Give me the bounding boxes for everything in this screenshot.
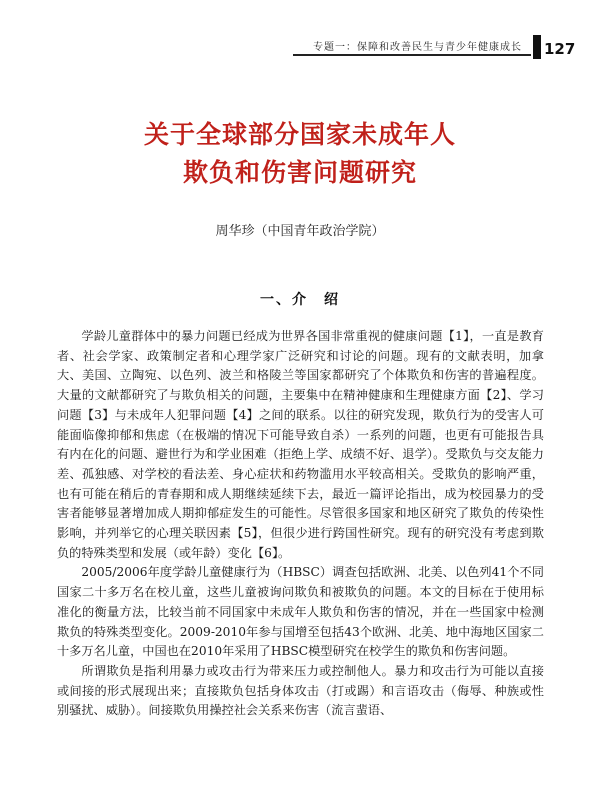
paragraph-3: 所谓欺负是指利用暴力或攻击行为带来压力或控制他人。暴力和攻击行为可能以直接或间接的形式展现出来；直接欺负包括身体攻击（打或踢）和言语攻击（侮辱、种族或性别骚扰、威胁）。间接欺负用操控社会关系来伤害（流言蜚语、 (57, 663, 544, 718)
paragraph-2: 2005/2006年度学龄儿童健康行为（HBSC）调查包括欧洲、北美、以色列41个不同国家二十多万名在校儿童，这些儿童被询问欺负和被欺负的问题。本文的目标在于使用标准化的衡量方法，比较当前不同国家中未成年人欺负和伤害的情况，并在一些国家中检测欺负的特殊类型变化。2009-2010年参与国增至包括43个欧洲、北美、地中海地区国家二十多万名儿童，中国也在2010年采用了HBSC模型研究在校学生的欺负和伤害问题。 (57, 565, 544, 659)
article-body (57, 327, 544, 721)
author-affiliation: 周华珍（中国青年政治学院） (215, 224, 385, 239)
page-number: 127 (544, 40, 576, 58)
title-line-2: 欺负和伤害问题研究 (182, 158, 417, 187)
header-marker-block (533, 35, 541, 59)
running-header (0, 32, 600, 56)
title-line-1: 关于全球部分国家未成年人 (143, 120, 456, 149)
section-heading: 一、介 绍 (260, 292, 340, 308)
running-title: 专题一：保障和改善民生与青少年健康成长 (313, 42, 522, 53)
article-title (0, 116, 600, 192)
header-rule (293, 54, 531, 56)
paragraph-1: 学龄儿童群体中的暴力问题已经成为世界各国非常重视的健康问题【1】，一直是教育者、社会学家、政策制定者和心理学家广泛研究和讨论的问题。现有的文献表明，加拿大、美国、立陶宛、以色列、波兰和格陵兰等国家都研究了个体欺负和伤害的普遍程度。大量的文献都研究了与欺负相关的问题，主要集中在精神健康和生理健康方面【2】、学习问题【3】与未成年人犯罪问题【4】之间的联系。以往的研究发现，欺负行为的受害人可能面临像抑郁和焦虑（在极端的情况下可能导致自杀）一系列的问题，也更有可能报告具有内在化的问题、避世行为和学业困难（拒绝上学、成绩不好、退学）。受欺负与交友能力差、孤独感、对学校的看法差、身心症状和药物滥用水平较高相关。受欺负的影响严重，也有可能在稍后的青春期和成人期继续延续下去，最近一篇评论指出，成为校园暴力的受害者能够显著增加成人期抑郁症发生的可能性。尽管很多国家和地区研究了欺负的传染性影响，并列举它的心理关联因素【5】，但很少进行跨国性研究。现有的研究没有考虑到欺负的特殊类型和发展（或年龄）变化【6】。 (57, 329, 544, 560)
